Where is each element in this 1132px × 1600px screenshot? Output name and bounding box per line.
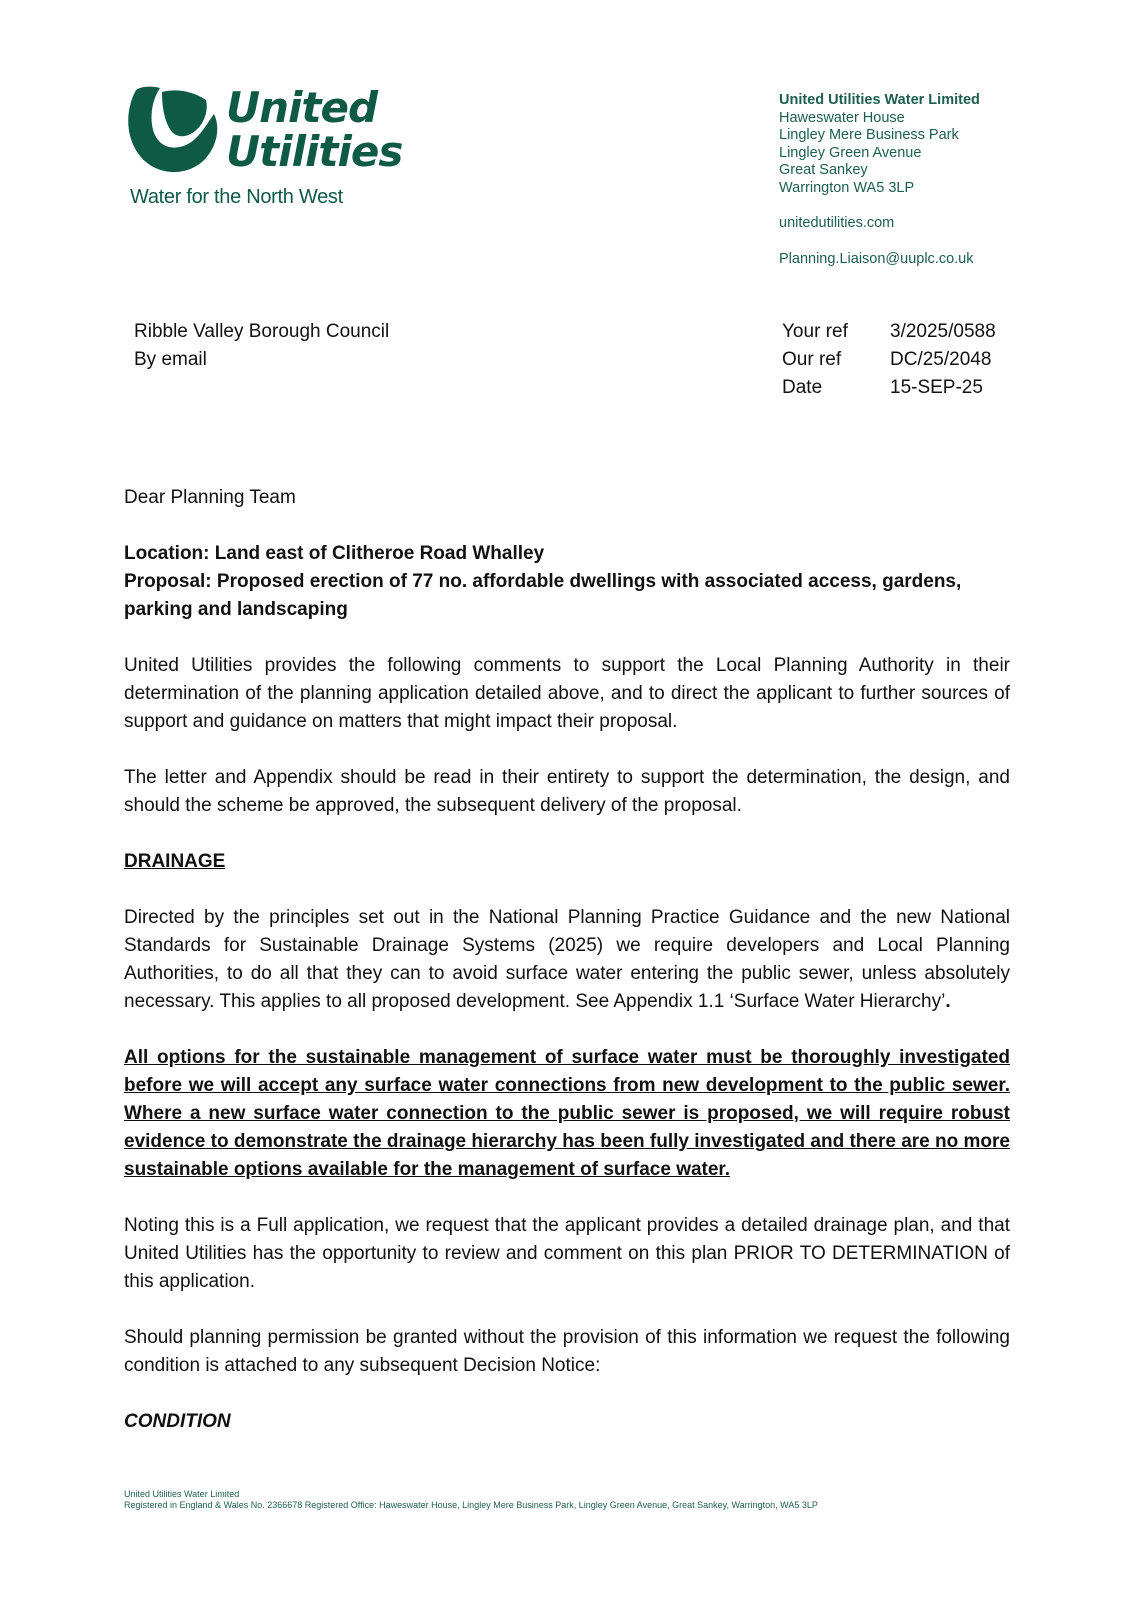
sender-email-link[interactable]: Planning.Liaison@uuplc.co.uk — [779, 250, 974, 267]
proposal-line: Proposal: Proposed erection of 77 no. affordable dwellings with associated access, gardens, parking and landscaping — [124, 571, 962, 620]
reference-label: Our ref — [782, 349, 842, 370]
full-application-paragraph: Noting this is a Full application, we request that the applicant provides a detailed drainage plan, and that United Utilities has the opportunity to review and comment on this plan PRIOR TO DETERMINATION of this application. — [124, 1215, 1010, 1292]
drainage-paragraph-end: . — [945, 991, 951, 1012]
surface-water-warning: All options for the sustainable management of surface water must be thoroughly investigated before we will accept any surface water connections from new development to the public sewer. Where a new surface water connection to the public sewer is proposed, we will require robust evidence to demonstrate the drainage hierarchy has been fully investigated and there are no more sustainable options available for the management of surface water. — [124, 1047, 1010, 1180]
reference-value: 15-SEP-25 — [890, 377, 983, 398]
recipient-delivery: By email — [134, 349, 207, 370]
recipient-block — [134, 318, 389, 374]
condition-heading: CONDITION — [124, 1411, 231, 1432]
reference-row — [782, 346, 996, 374]
logo-wordmark — [226, 83, 403, 176]
footer-company: United Utilities Water Limited — [124, 1489, 240, 1499]
sender-company: United Utilities Water Limited — [779, 92, 980, 108]
logo-word-united: United — [226, 83, 378, 132]
reference-label: Your ref — [782, 321, 848, 342]
letter-body — [124, 484, 1010, 1464]
sender-address-line: Lingley Green Avenue — [779, 144, 922, 161]
sender-website-link[interactable]: unitedutilities.com — [779, 215, 895, 231]
united-utilities-logo — [122, 83, 403, 216]
reference-value: 3/2025/0588 — [890, 321, 996, 342]
sender-address-line: Haweswater House — [779, 109, 905, 126]
salutation: Dear Planning Team — [124, 487, 296, 508]
appendix-paragraph: The letter and Appendix should be read in their entirety to support the determination, the design, and should the scheme be approved, the subsequent delivery of the proposal. — [124, 767, 1010, 816]
reference-label: Date — [782, 377, 823, 398]
sender-address-line: Great Sankey — [779, 162, 868, 178]
reference-row — [782, 318, 996, 346]
reference-row — [782, 374, 996, 402]
drainage-paragraph — [124, 904, 1010, 1016]
logo-tagline: Water for the North West — [130, 186, 343, 208]
drainage-heading: DRAINAGE — [124, 851, 226, 872]
logo-u-mark-icon — [122, 86, 222, 178]
recipient-name: Ribble Valley Borough Council — [134, 321, 390, 342]
sender-address — [779, 92, 980, 268]
condition-request-paragraph: Should planning permission be granted without the provision of this information we request the following condition is attached to any subsequent Decision Notice: — [124, 1327, 1010, 1376]
logo-word-utilities: Utilities — [226, 127, 403, 176]
reference-block — [782, 318, 996, 402]
reference-value: DC/25/2048 — [890, 349, 992, 370]
sender-address-line: Lingley Mere Business Park — [779, 127, 959, 143]
drainage-paragraph-text: Directed by the principles set out in the National Planning Practice Guidance and the new National Standards for Sustainable Drainage Systems (2025) we require developers and Local Planning Authorities, to do all that they can to avoid surface water entering the public sewer, unless absolutely necessary. This applies to all proposed development. See Appendix 1.1 ‘Surface Water Hierarchy’ — [124, 907, 1010, 1012]
page-footer — [124, 1489, 818, 1511]
footer-registration: Registered in England & Wales No. 2366678 Registered Office: Haweswater House, Lingley Mere Business Park, Lingley Green Avenue, Great Sankey, Warrington, WA5 3LP — [124, 1500, 818, 1510]
intro-paragraph: United Utilities provides the following comments to support the Local Planning Authority in their determination of the planning application detailed above, and to direct the applicant to further sources of support and guidance on matters that might impact their proposal. — [124, 655, 1010, 732]
sender-address-line: Warrington WA5 3LP — [779, 179, 915, 196]
location-line: Location: Land east of Clitheroe Road Whalley — [124, 543, 545, 564]
